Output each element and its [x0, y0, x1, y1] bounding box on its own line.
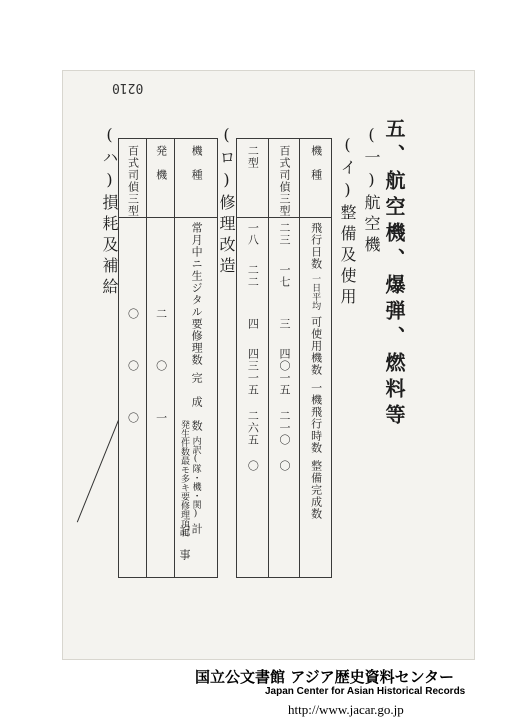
- item-attrition-supply: (ハ)損耗及補給: [100, 125, 119, 299]
- table-a-header-rate: 整備完成数: [309, 460, 323, 520]
- table-cell: 一: [154, 412, 168, 424]
- table-b-header-pending: 発生件数最モ多キ要修理項目: [179, 420, 189, 537]
- table-cell: 〇: [277, 460, 291, 472]
- item-maintenance-use: (イ)整備及使用: [338, 135, 357, 309]
- table-cell: 二二: [246, 264, 260, 288]
- table-a-row-label: 二型: [246, 145, 260, 169]
- archive-url[interactable]: http://www.jacar.go.jp: [288, 702, 404, 717]
- archive-logo-text: 国立公文書館 アジア歴史資料センター: [195, 668, 455, 686]
- table-a-header-usable: 可使用機数: [309, 316, 323, 376]
- table-b-header-repair: 常月中ニ生ジタル要修理数: [190, 222, 204, 366]
- table-cell: 〇: [246, 460, 260, 472]
- table-a-header-flight-days: 飛行日数: [309, 222, 323, 270]
- table-b-header-kind: 機 種: [190, 145, 204, 181]
- table-cell: 〇: [126, 412, 140, 424]
- table-a-row-label: 百式司偵三型: [277, 145, 291, 217]
- table-cell: 〇: [154, 360, 168, 372]
- table-cell: 一八: [246, 222, 260, 246]
- table-cell: 二一〇: [277, 410, 291, 446]
- page-number: 0210: [112, 80, 144, 95]
- table-b-header-breakdown: 内訳(隊・機・関): [190, 436, 201, 519]
- archive-english-name: Japan Center for Asian Historical Records: [265, 686, 466, 697]
- table-cell: 二三: [277, 222, 291, 246]
- table-cell: 三: [277, 318, 291, 330]
- table-cell: 〇: [126, 360, 140, 372]
- table-cell: 四三一五: [246, 348, 260, 396]
- table-cell: 一七: [277, 264, 291, 288]
- table-cell: 四〇一五: [277, 348, 291, 396]
- table-b-header-done: 完 成 数: [190, 372, 204, 432]
- subsection-aircraft: (一)航空機: [362, 125, 381, 257]
- table-cell: 四: [246, 318, 260, 330]
- maintenance-use-table: [236, 138, 332, 578]
- table-cell: 二六五: [246, 410, 260, 446]
- table-b-header-remarks: 記 事: [178, 525, 191, 561]
- repair-table: [118, 138, 218, 578]
- table-a-header-kind: 機 種: [309, 145, 323, 181]
- table-b-header-total: 計: [190, 523, 204, 535]
- table-b-note-left: 百式司偵三型: [126, 145, 140, 217]
- table-cell: 〇: [126, 308, 140, 320]
- table-cell: 二: [154, 308, 168, 320]
- table-a-header-note: 一日平均: [310, 274, 321, 310]
- item-repair-modification: (ロ)修理改造: [217, 125, 236, 278]
- table-b-note-right: 発 機: [154, 145, 168, 181]
- table-a-header-max: 一機飛行時数: [309, 382, 323, 454]
- section-title: 五、航空機、爆弾、燃料等: [382, 118, 406, 430]
